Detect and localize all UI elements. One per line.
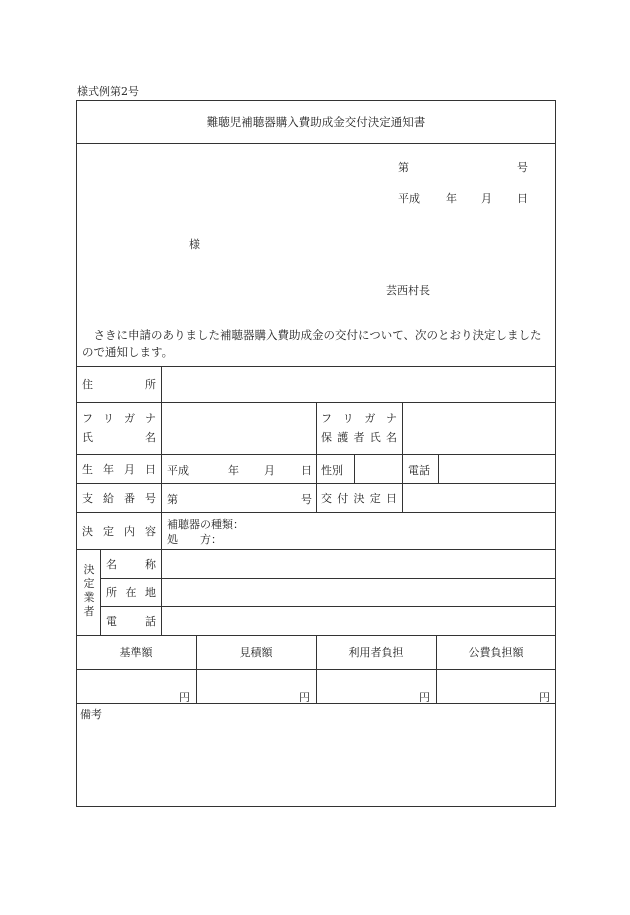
vendor-name-label: 名 称 [106, 557, 156, 571]
amount-unit-estimate: 円 [299, 691, 310, 704]
grant-date-label: 交 付 決 定 日 [321, 491, 397, 505]
payment-number-label: 支 給 番 号 [82, 491, 156, 505]
amount-header-estimate: 見積額 [239, 646, 273, 659]
device-type-label: 補聴器の種類： [167, 518, 244, 531]
amount-unit-user-share: 円 [419, 691, 430, 704]
notice-date-era: 平成 [398, 192, 420, 205]
divider [402, 483, 403, 512]
birth-era: 平成 [167, 464, 189, 477]
form-number: 様式例第2号 [77, 85, 139, 98]
furigana-label: フ リ ガ ナ [82, 412, 156, 425]
notice-number-prefix: 第 [398, 161, 409, 174]
amount-header-user-share: 利用者負担 [348, 646, 404, 659]
payment-number-suffix: 号 [301, 493, 312, 506]
divider [402, 454, 403, 483]
payment-number-prefix: 第 [167, 493, 178, 506]
notice-date-month: 月 [481, 192, 492, 205]
divider [438, 454, 439, 483]
amount-unit-public-share: 円 [539, 691, 550, 704]
divider [76, 703, 556, 704]
notice-date-year: 年 [446, 192, 457, 205]
notice-number-suffix: 号 [517, 161, 528, 174]
form-title: 難聴児補聴器購入費助成金交付決定通知書 [206, 114, 426, 129]
issuer: 芸西村長 [386, 284, 430, 297]
birth-day-unit: 日 [301, 464, 312, 477]
name-label: 氏 名 [82, 431, 156, 444]
phone-label: 電話 [408, 464, 430, 477]
decision-label: 決 定 内 容 [82, 524, 156, 538]
vendor-group-label: 決定業者 [83, 563, 95, 618]
amount-header-public-share: 公費負担額 [468, 646, 524, 659]
guardian-furigana-label: フ リ ガ ナ [321, 412, 397, 425]
birth-month-unit: 月 [264, 464, 275, 477]
amount-unit-standard: 円 [179, 691, 190, 704]
address-label: 住 所 [82, 378, 156, 391]
divider [76, 143, 556, 144]
birth-year-unit: 年 [228, 464, 239, 477]
guardian-name-label: 保 護 者 氏 名 [321, 431, 397, 444]
sex-label: 性別 [321, 464, 343, 477]
notice-date-day: 日 [517, 192, 528, 205]
amount-header-standard: 基準額 [119, 646, 153, 659]
divider [100, 549, 101, 635]
divider [316, 402, 317, 512]
vendor-phone-label: 電 話 [106, 614, 156, 628]
birthdate-label: 生 年 月 日 [82, 462, 156, 476]
divider [100, 606, 556, 607]
vendor-address-label: 所 在 地 [106, 586, 156, 599]
divider [402, 402, 403, 454]
remarks-label: 備考 [80, 708, 102, 721]
addressee-suffix: 様 [189, 238, 200, 251]
notice-body-text: さきに申請のありました補聴器購入費助成金の交付について、次のとおり決定しましたので通知します。 [82, 328, 542, 359]
divider [100, 578, 556, 579]
divider [161, 366, 162, 635]
divider [354, 454, 355, 483]
prescription-label: 処 方： [167, 533, 222, 546]
